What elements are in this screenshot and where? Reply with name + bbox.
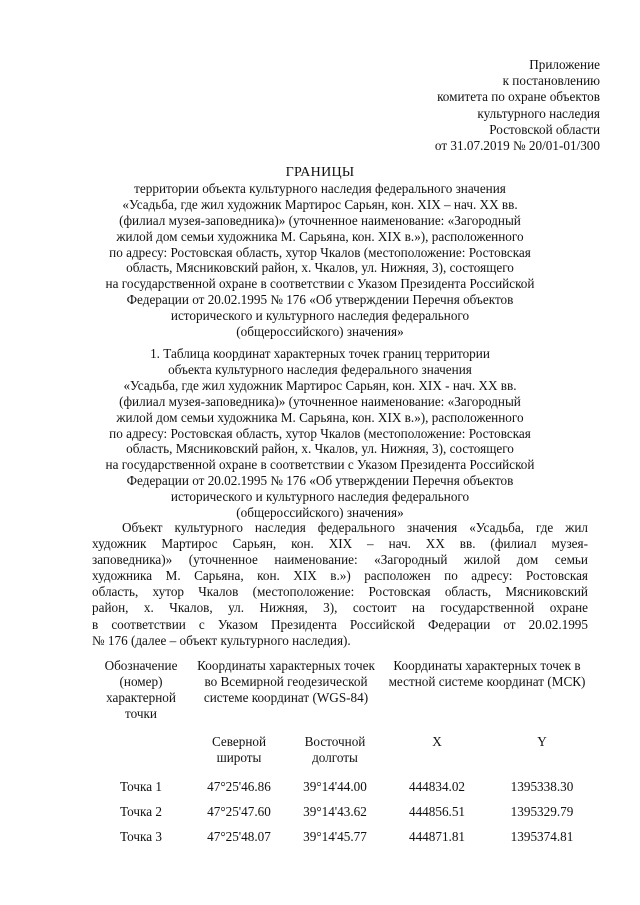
document-heading	[60, 165, 580, 340]
heading-line: по адресу: Ростовская область, хутор Чкалов (местоположение: Ростовская	[109, 244, 531, 260]
cell-point: Точка 2	[120, 804, 162, 819]
body-paragraph	[92, 520, 588, 649]
cell-point: Точка 1	[120, 779, 162, 794]
paragraph-line: область, хутор Чкалов (местоположение: Ростовская область, Мясниковский	[92, 584, 588, 600]
cell-longitude: 39°14'43.62	[303, 804, 367, 819]
table-row	[92, 778, 592, 803]
appendix-block	[360, 57, 600, 154]
paragraph-line: район, х. Чкалов, ул. Нижняя, 3), состоит на государственной охране	[92, 600, 588, 616]
caption-line: (филиал музея-заповедника)» (уточненное наименование: «Загородный	[119, 393, 521, 409]
caption-line: область, Мясниковский район, х. Чкалов, ул. Нижняя, 3), состоящего	[126, 441, 514, 457]
caption-line: объекта культурного наследия федерального значения	[168, 361, 472, 377]
caption-line: на государственной охране в соответствии с Указом Президента Российской	[105, 457, 535, 473]
header-wgs: Координаты характерных точек во Всемирной геодезической системе координат (WGS-84)	[197, 658, 375, 705]
cell-longitude: 39°14'44.00	[303, 779, 367, 794]
cell-point: Точка 3	[120, 829, 162, 844]
heading-line: область, Мясниковский район, х. Чкалов, ул. Нижняя, 3), состоящего	[126, 260, 514, 276]
caption-line: исторического и культурного наследия федерального	[170, 489, 470, 505]
appendix-line: Ростовской области	[489, 121, 600, 137]
cell-x: 444871.81	[408, 829, 466, 844]
caption-line: Федерации от 20.02.1995 № 176 «Об утверждении Перечня объектов	[126, 473, 514, 489]
heading-line: (общероссийского) значения»	[236, 324, 404, 340]
cell-y: 1395329.79	[510, 804, 574, 819]
paragraph-line: № 176 (далее – объект культурного наследия).	[92, 632, 351, 648]
appendix-line: комитета по охране объектов	[437, 89, 600, 105]
cell-x: 444856.51	[408, 804, 466, 819]
heading-line: территории объекта культурного наследия федерального значения	[134, 180, 506, 196]
heading-line: исторического и культурного наследия федерального	[170, 308, 470, 324]
cell-y: 1395374.81	[510, 829, 574, 844]
caption-line: жилой дом семьи художника М. Сарьяна, кон. XIX в.»), расположенного	[116, 409, 524, 425]
heading-line: Федерации от 20.02.1995 № 176 «Об утверждении Перечня объектов	[126, 292, 514, 308]
cell-x: 444834.02	[408, 779, 466, 794]
cell-latitude: 47°25'48.07	[207, 829, 271, 844]
caption-line: по адресу: Ростовская область, хутор Чкалов (местоположение: Ростовская	[109, 425, 531, 441]
heading-line: на государственной охране в соответствии с Указом Президента Российской	[105, 276, 535, 292]
caption-line: 1. Таблица координат характерных точек границ территории	[150, 346, 490, 361]
heading-line: жилой дом семьи художника М. Сарьяна, кон. XIX в.»), расположенного	[116, 228, 524, 244]
header-y: Y	[537, 734, 547, 749]
appendix-line: Приложение	[529, 57, 600, 72]
caption-line: (общероссийского) значения»	[236, 505, 404, 521]
cell-latitude: 47°25'46.86	[207, 779, 271, 794]
table-row	[92, 828, 592, 853]
header-x: X	[432, 734, 442, 749]
appendix-line: к постановлению	[502, 73, 600, 89]
paragraph-line: Объект культурного наследия федерального значения «Усадьба, где жил	[122, 520, 588, 535]
paragraph-line: в соответствии с Указом Президента Российской Федерации от 20.02.1995	[92, 616, 588, 632]
header-msk: Координаты характерных точек в местной системе координат (МСК)	[388, 658, 586, 689]
heading-line: «Усадьба, где жил художник Мартирос Сарьян, кон. XIX – нач. XX вв.	[122, 196, 518, 212]
table-row	[92, 803, 592, 828]
cell-y: 1395338.30	[510, 779, 574, 794]
caption-line: «Усадьба, где жил художник Мартирос Сарьян, кон. XIX - нач. XX вв.	[123, 377, 517, 393]
cell-longitude: 39°14'45.77	[303, 829, 367, 844]
paragraph-line: художника М. Сарьяна, кон. XIX в.») расположен по адресу: Ростовская	[92, 568, 588, 584]
paragraph-line: художник Мартирос Сарьян, кон. XIX – нач. XX вв. (филиал музея-	[92, 536, 588, 552]
cell-latitude: 47°25'47.60	[207, 804, 271, 819]
heading-line: (филиал музея-заповедника)» (уточненное наименование: «Загородный	[119, 212, 521, 228]
header-designation: Обозначение (номер) характерной точки	[104, 658, 178, 721]
paragraph-line: заповедника)» (уточненное наименование: «Загородный жилой дом семьи	[92, 552, 588, 568]
table-caption	[60, 346, 580, 521]
header-east-longitude: Восточной долготы	[304, 734, 366, 765]
header-north-latitude: Северной широты	[211, 734, 267, 765]
coordinates-table	[92, 655, 592, 853]
appendix-line: культурного наследия	[477, 105, 600, 121]
document-title: ГРАНИЦЫ	[285, 165, 355, 180]
appendix-line: от 31.07.2019 № 20/01-01/300	[434, 138, 600, 154]
table-header-row	[92, 655, 592, 726]
